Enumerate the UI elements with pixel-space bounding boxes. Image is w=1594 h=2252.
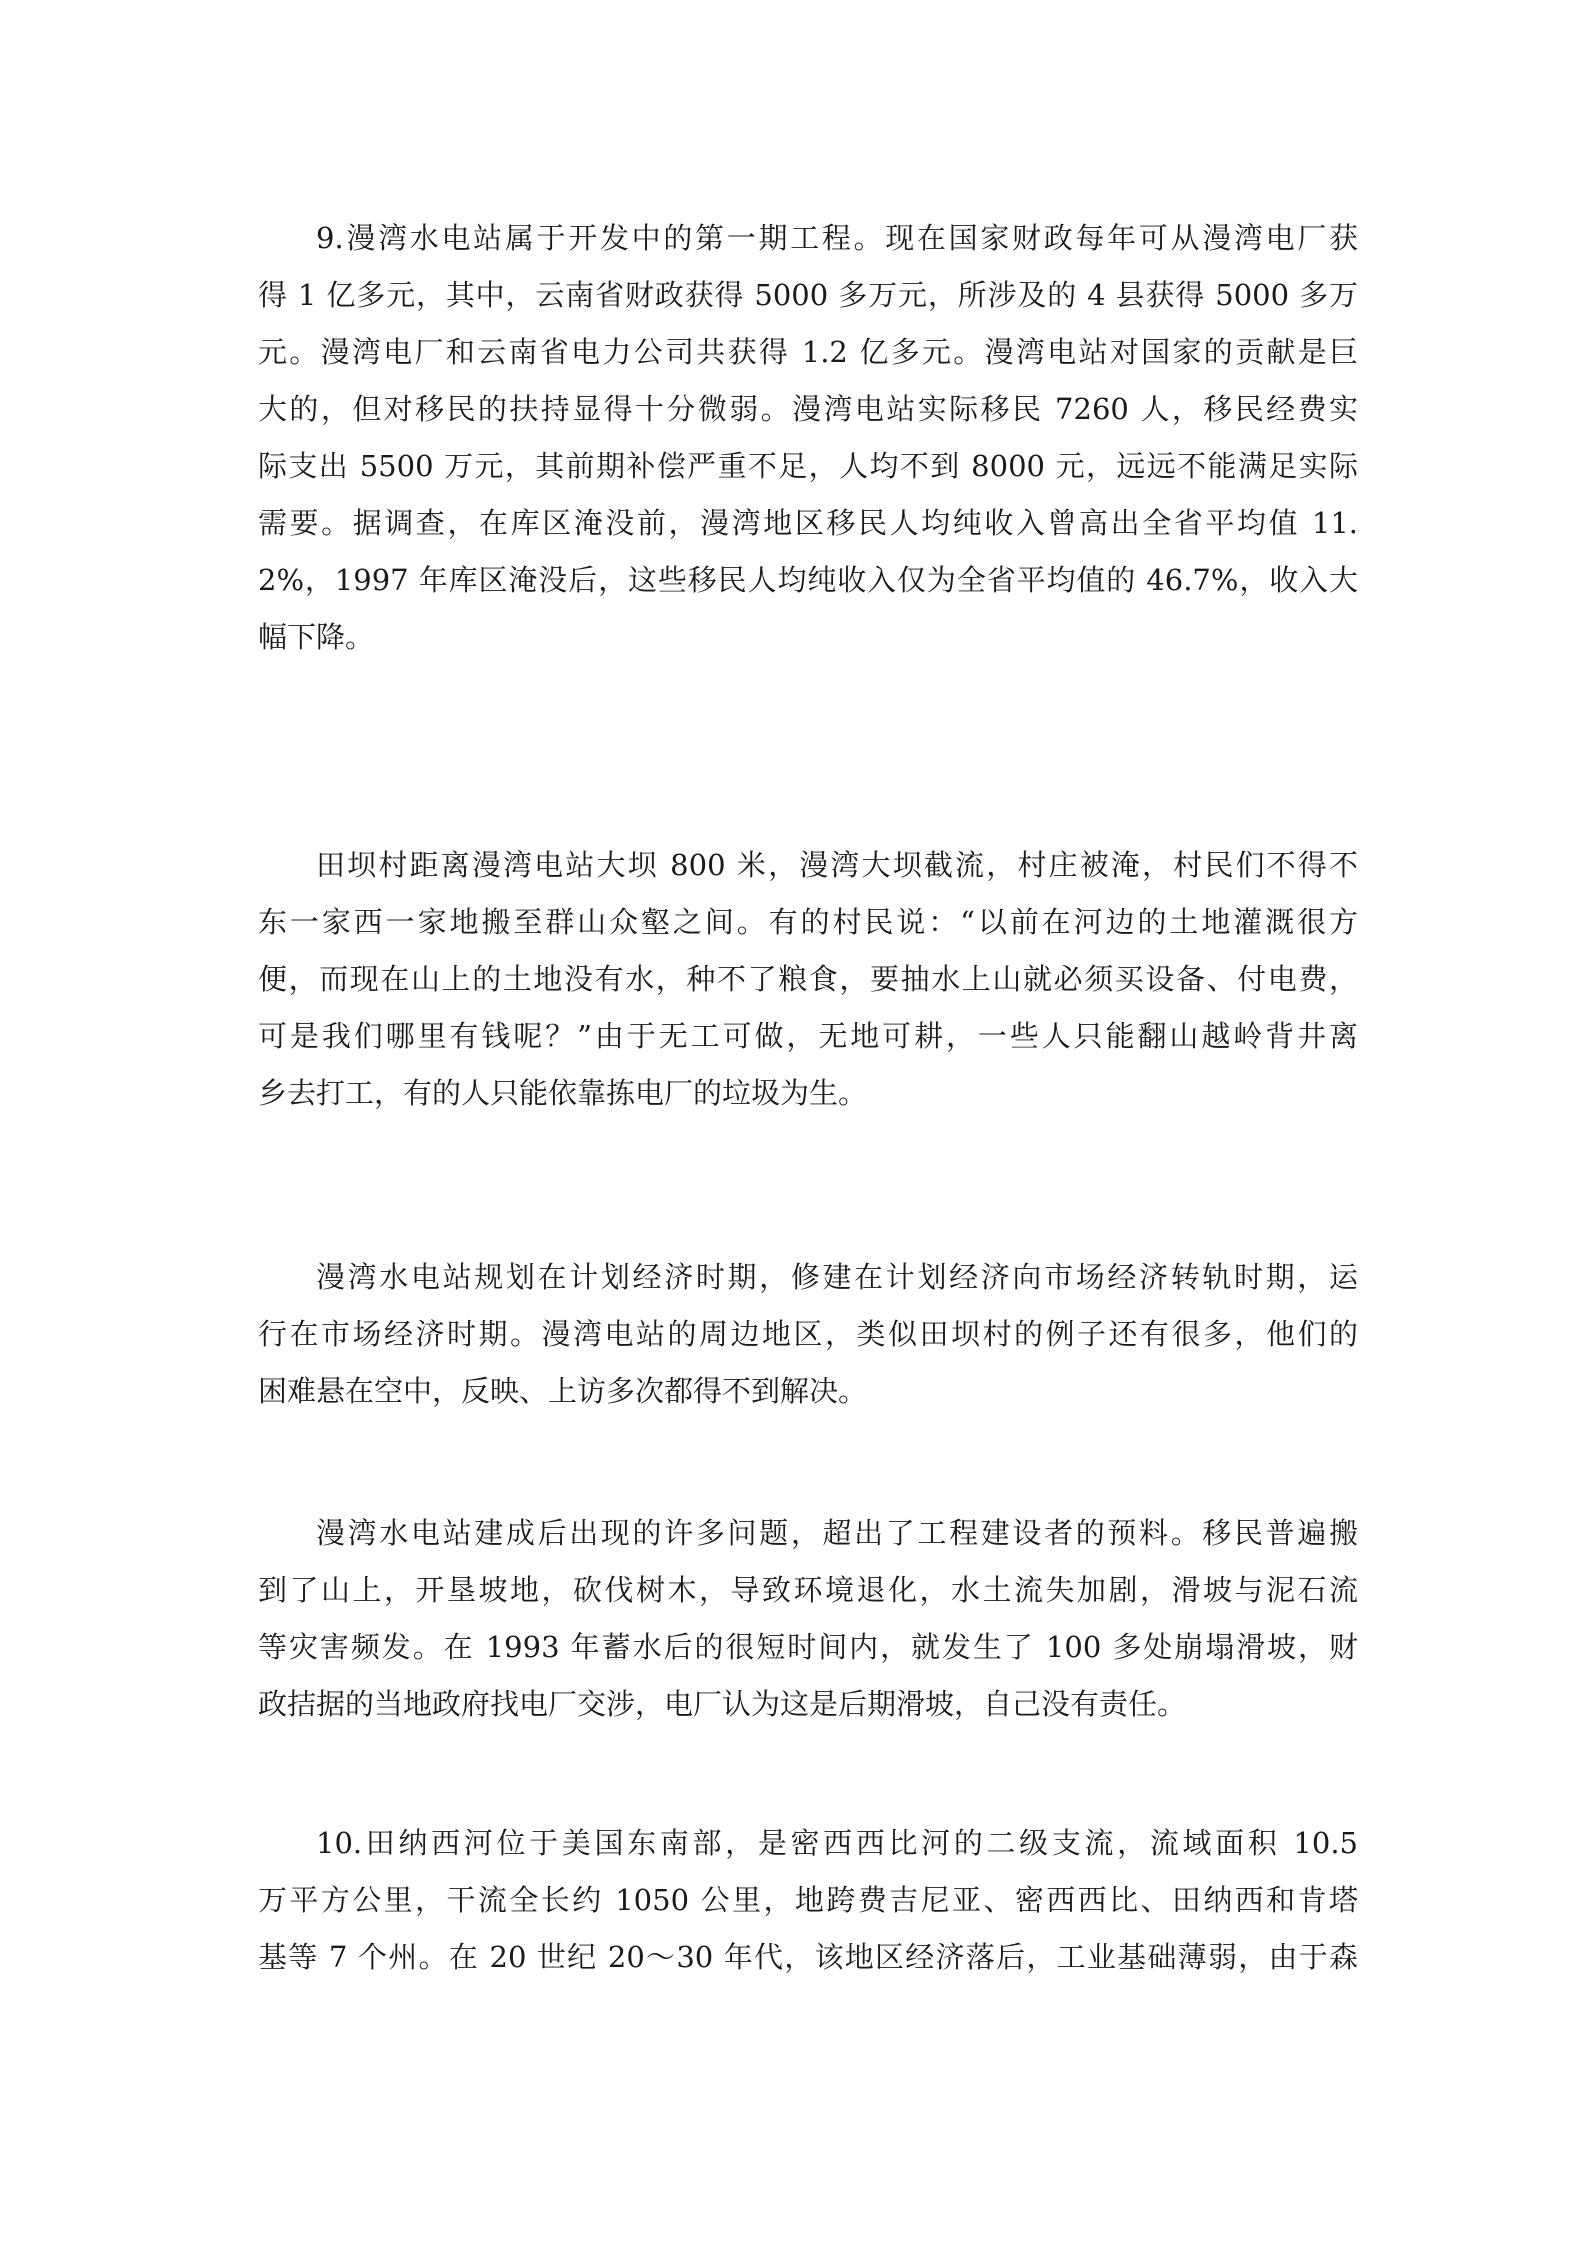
text-line: 行在市场经济时期。漫湾电站的周边地区，类似田坝村的例子还有很多，他们的 — [258, 1317, 1358, 1351]
paragraph-item-9-manwan — [258, 210, 1358, 666]
text-line: 万平方公里，干流全长约 1050 公里，地跨费吉尼亚、密西西比、田纳西和肯塔 — [258, 1883, 1358, 1917]
text-line: 大的，但对移民的扶持显得十分微弱。漫湾电站实际移民 7260 人，移民经费实 — [258, 392, 1358, 426]
text-line: 政拮据的当地政府找电厂交涉，电厂认为这是后期滑坡，自己没有责任。 — [258, 1687, 1187, 1721]
text-line: 际支出 5500 万元，其前期补偿严重不足，人均不到 8000 元，远远不能满足实际 — [258, 449, 1358, 483]
text-line: 田坝村距离漫湾电站大坝 800 米，漫湾大坝截流，村庄被淹，村民们不得不 — [316, 848, 1358, 882]
text-line: 便，而现在山上的土地没有水，种不了粮食，要抽水上山就必须买设备、付电费， — [258, 962, 1358, 996]
text-line: 得 1 亿多元，其中，云南省财政获得 5000 多万元，所涉及的 4 县获得 5000 多万 — [258, 278, 1358, 312]
text-line: 东一家西一家地搬至群山众壑之间。有的村民说：“以前在河边的土地灌溉很方 — [258, 905, 1358, 939]
text-line: 可是我们哪里有钱呢？”由于无工可做，无地可耕，一些人只能翻山越岭背井离 — [258, 1019, 1358, 1053]
text-line: 乡去打工，有的人只能依靠拣电厂的垃圾为生。 — [258, 1076, 868, 1110]
paragraph-tianba-village — [258, 837, 1358, 1122]
paragraph-item-10-tennessee — [258, 1815, 1358, 1986]
paragraph-post-construction-problems — [258, 1505, 1358, 1733]
text-line: 10.田纳西河位于美国东南部，是密西西比河的二级支流，流域面积 10.5 — [316, 1826, 1358, 1860]
text-line: 困难悬在空中，反映、上访多次都得不到解决。 — [258, 1374, 868, 1408]
paragraph-planning-periods — [258, 1249, 1358, 1420]
text-line: 幅下降。 — [258, 620, 375, 654]
text-line: 到了山上，开垦坡地，砍伐树木，导致环境退化，水土流失加剧，滑坡与泥石流 — [258, 1573, 1358, 1607]
text-line: 9.漫湾水电站属于开发中的第一期工程。现在国家财政每年可从漫湾电厂获 — [316, 221, 1358, 255]
text-line: 漫湾水电站规划在计划经济时期，修建在计划经济向市场经济转轨时期，运 — [316, 1260, 1358, 1294]
text-line: 漫湾水电站建成后出现的许多问题，超出了工程建设者的预料。移民普遍搬 — [316, 1516, 1358, 1550]
text-line: 等灾害频发。在 1993 年蓄水后的很短时间内，就发生了 100 多处崩塌滑坡，财 — [258, 1630, 1358, 1664]
text-line: 元。漫湾电厂和云南省电力公司共获得 1.2 亿多元。漫湾电站对国家的贡献是巨 — [258, 335, 1358, 369]
text-line: 基等 7 个州。在 20 世纪 20～30 年代，该地区经济落后，工业基础薄弱，由于森 — [258, 1940, 1358, 1974]
text-line: 需要。据调查，在库区淹没前，漫湾地区移民人均纯收入曾高出全省平均值 11. — [258, 506, 1358, 540]
text-line: 2%，1997 年库区淹没后，这些移民人均纯收入仅为全省平均值的 46.7%，收入大 — [258, 563, 1358, 597]
